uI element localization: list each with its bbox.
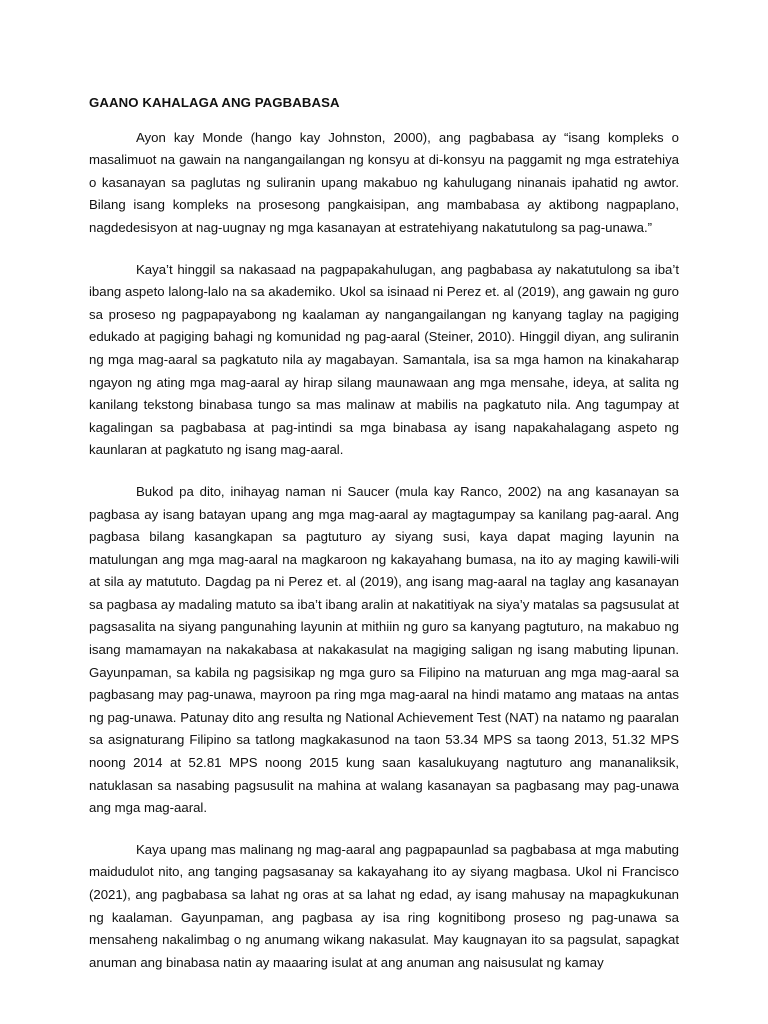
paragraph-4: Kaya upang mas malinang ng mag-aaral ang pagpapaunlad sa pagbabasa at mga mabuting maidudulot nito, ang tanging pagsasanay sa kakayahang ito ay siyang magbasa. Ukol ni Francisco (2021), ang pagbabasa sa lahat ng oras at sa lahat ng edad, ay isang mahusay na mapagkukunan ng kaalaman. Gayunpaman, ang pagbasa ay isa ring kognitibong proseso ng pag-unawa sa mensaheng nakalimbag o ng anumang wikang nakasulat. May kaugnayan ito sa pagsulat, sapagkat anuman ang binabasa natin ay maaaring isulat at ang anuman ang naisusulat ng kamay (89, 841, 679, 970)
document-title: GAANO KAHALAGA ANG PAGBABASA (89, 95, 340, 110)
paragraph-2: Kaya’t hinggil sa nakasaad na pagpapakahulugan, ang pagbabasa ay nakatutulong sa iba’t ibang aspeto lalong-lalo na sa akademiko. Ukol sa isinaad ni Perez et. al (2019), ang gawain ng guro sa proseso ng pagpapayabong ng kaalaman ay nangangailangan ng kanyang taglay na pagiging edukado at pagiging bahagi ng komunidad ng pag-aaral (Steiner, 2010). Hinggil diyan, ang suliranin ng mga mag-aaral sa pagkatuto nila ay magabayan. Samantala, isa sa mga hamon na kinakaharap ngayon ng ating mga mag-aaral ay hirap silang maunawaan ang mga mensahe, ideya, at salita ng kanilang tekstong binabasa tungo sa mas malinaw at mabilis na pagkatuto nila. Ang tagumpay at kagalingan sa pagbabasa at pag-intindi sa mga binabasa ay isang napakahalagang aspeto ng kaunlaran at pagkatuto ng isang mag-aaral. (89, 261, 679, 458)
paragraph-1: Ayon kay Monde (hango kay Johnston, 2000), ang pagbabasa ay “isang kompleks o masalimuot na gawain na nangangailangan ng konsyu at di-konsyu na paggamit ng mga estratehiya o kasanayan sa paglutas ng suliranin upang makabuo ng kahulugang ninanais ipahatid ng awtor. Bilang isang kompleks na prosesong pangkaisipan, ang mambabasa ay aktibong nagpaplano, nagdedesisyon at nag-uugnay ng mga kasanayan at estratehiyang nakatutulong sa pag-unawa.” (89, 129, 679, 235)
paragraph-3: Bukod pa dito, inihayag naman ni Saucer (mula kay Ranco, 2002) na ang kasanayan sa pagbasa ay isang batayan upang ang mga mag-aaral ay magtagumpay sa kanilang pag-aaral. Ang pagbasa bilang kasangkapan sa pagtuturo ay siyang susi, kaya dapat maging layunin na matulungan ang mga mag-aaral na magkaroon ng kakayahang bumasa, na ito ay maging kawili-wili at sila ay matututo. Dagdag pa ni Perez et. al (2019), ang isang mag-aaral na taglay ang kasanayan sa pagbasa ay madaling matuto sa iba’t ibang aralin at nakatitiyak na siya’y matalas sa pagsusulat at pagsasalita na siyang pangunahing layunin at mithiin ng guro sa kanyang pagtuturo, na makabuo ng isang mamamayan na nakakabasa at nakakasulat na magiging saligan ng isang mabuting lipunan. Gayunpaman, sa kabila ng pagsisikap ng mga guro sa Filipino na maturuan ang mga mag-aaral sa pagbasang may pag-unawa, mayroon pa ring mga mag-aaral na hindi matamo ang mataas na antas ng pag-unawa. Patunay dito ang resulta ng National Achievement Test (NAT) na natamo ng paaralan sa asignaturang Filipino sa tatlong magkakasunod na taon 53.34 MPS sa taong 2013, 51.32 MPS noong 2014 at 52.81 MPS noong 2015 kung saan kasalukuyang nagtuturo ang mananaliksik, natuklasan sa nasabing pagsusulit na mahina at walang kasanayan sa pagbasang may pag-unawa ang mga mag-aaral. (89, 483, 679, 816)
